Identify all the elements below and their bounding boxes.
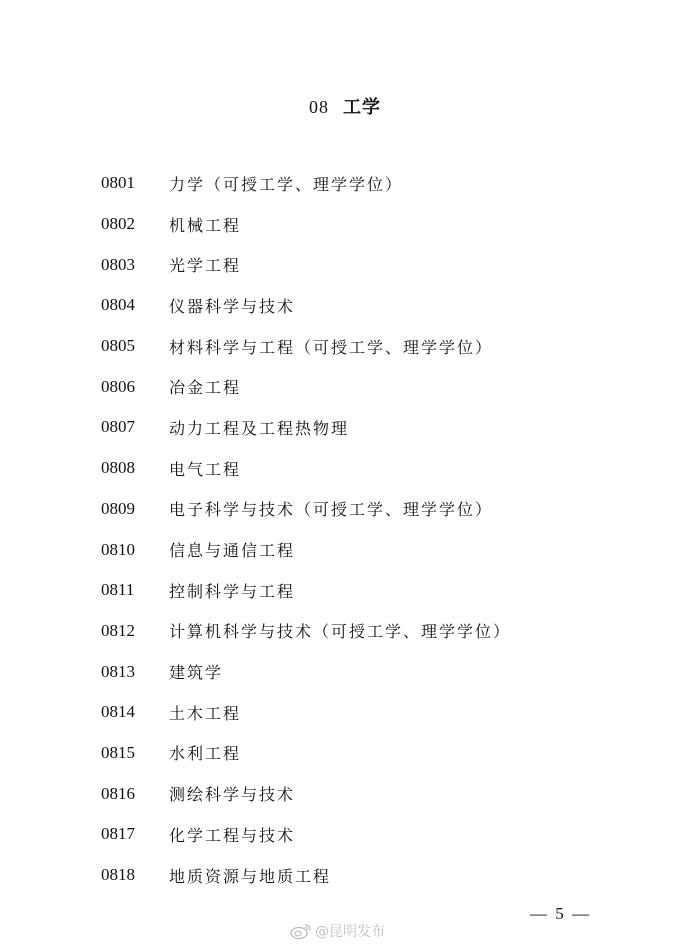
discipline-code: 0817 (101, 824, 135, 844)
discipline-row (101, 529, 661, 570)
discipline-code: 0806 (101, 376, 135, 396)
discipline-name: 测绘科学与技术 (169, 785, 296, 805)
discipline-row (101, 407, 661, 448)
discipline-code: 0804 (101, 295, 135, 315)
discipline-row (101, 285, 661, 326)
discipline-code: 0801 (101, 173, 135, 193)
discipline-row (101, 814, 661, 855)
discipline-code: 0818 (101, 865, 135, 885)
discipline-row (101, 611, 661, 652)
discipline-row (101, 570, 661, 611)
discipline-row (101, 651, 661, 692)
discipline-name: 化学工程与技术 (169, 825, 296, 845)
section-code: 08 (309, 97, 329, 117)
section-heading (0, 93, 690, 119)
discipline-name: 仪器科学与技术 (169, 296, 296, 316)
discipline-code: 0809 (101, 498, 135, 518)
discipline-row (101, 489, 661, 530)
discipline-code: 0815 (101, 742, 135, 762)
discipline-name: 计算机科学与技术（可授工学、理学学位） (169, 622, 512, 642)
discipline-code: 0805 (101, 336, 135, 356)
discipline-name: 冶金工程 (169, 378, 242, 398)
watermark (290, 921, 385, 941)
watermark-text: @昆明发布 (315, 924, 385, 940)
discipline-code: 0807 (101, 417, 135, 437)
discipline-name: 动力工程及工程热物理 (169, 418, 350, 438)
discipline-row (101, 163, 661, 204)
discipline-code: 0808 (101, 458, 135, 478)
discipline-code: 0803 (101, 254, 135, 274)
discipline-row (101, 733, 661, 774)
discipline-name: 控制科学与工程 (169, 581, 296, 601)
page-number: — 5 — (530, 904, 591, 923)
discipline-name: 机械工程 (169, 215, 242, 235)
discipline-code: 0814 (101, 702, 135, 722)
discipline-name: 信息与通信工程 (169, 541, 296, 561)
discipline-name: 电子科学与技术（可授工学、理学学位） (169, 500, 494, 520)
discipline-row (101, 692, 661, 733)
discipline-code: 0811 (101, 580, 135, 600)
discipline-row (101, 244, 661, 285)
discipline-name: 地质资源与地质工程 (169, 866, 332, 886)
discipline-row (101, 448, 661, 489)
discipline-name: 材料科学与工程（可授工学、理学学位） (169, 337, 494, 357)
discipline-name: 土木工程 (169, 703, 242, 723)
discipline-name: 水利工程 (169, 744, 242, 764)
discipline-row (101, 855, 661, 896)
discipline-row (101, 366, 661, 407)
discipline-code: 0812 (101, 620, 135, 640)
discipline-row (101, 204, 661, 245)
discipline-name: 光学工程 (169, 256, 242, 276)
discipline-name: 建筑学 (169, 663, 224, 683)
discipline-name: 力学（可授工学、理学学位） (169, 174, 404, 194)
discipline-row (101, 326, 661, 367)
discipline-list (101, 163, 661, 895)
discipline-code: 0810 (101, 539, 135, 559)
discipline-row (101, 773, 661, 814)
weibo-icon (290, 923, 312, 939)
section-title: 工学 (343, 97, 381, 118)
discipline-name: 电气工程 (169, 459, 242, 479)
discipline-code: 0816 (101, 783, 135, 803)
discipline-code: 0802 (101, 214, 135, 234)
discipline-code: 0813 (101, 661, 135, 681)
